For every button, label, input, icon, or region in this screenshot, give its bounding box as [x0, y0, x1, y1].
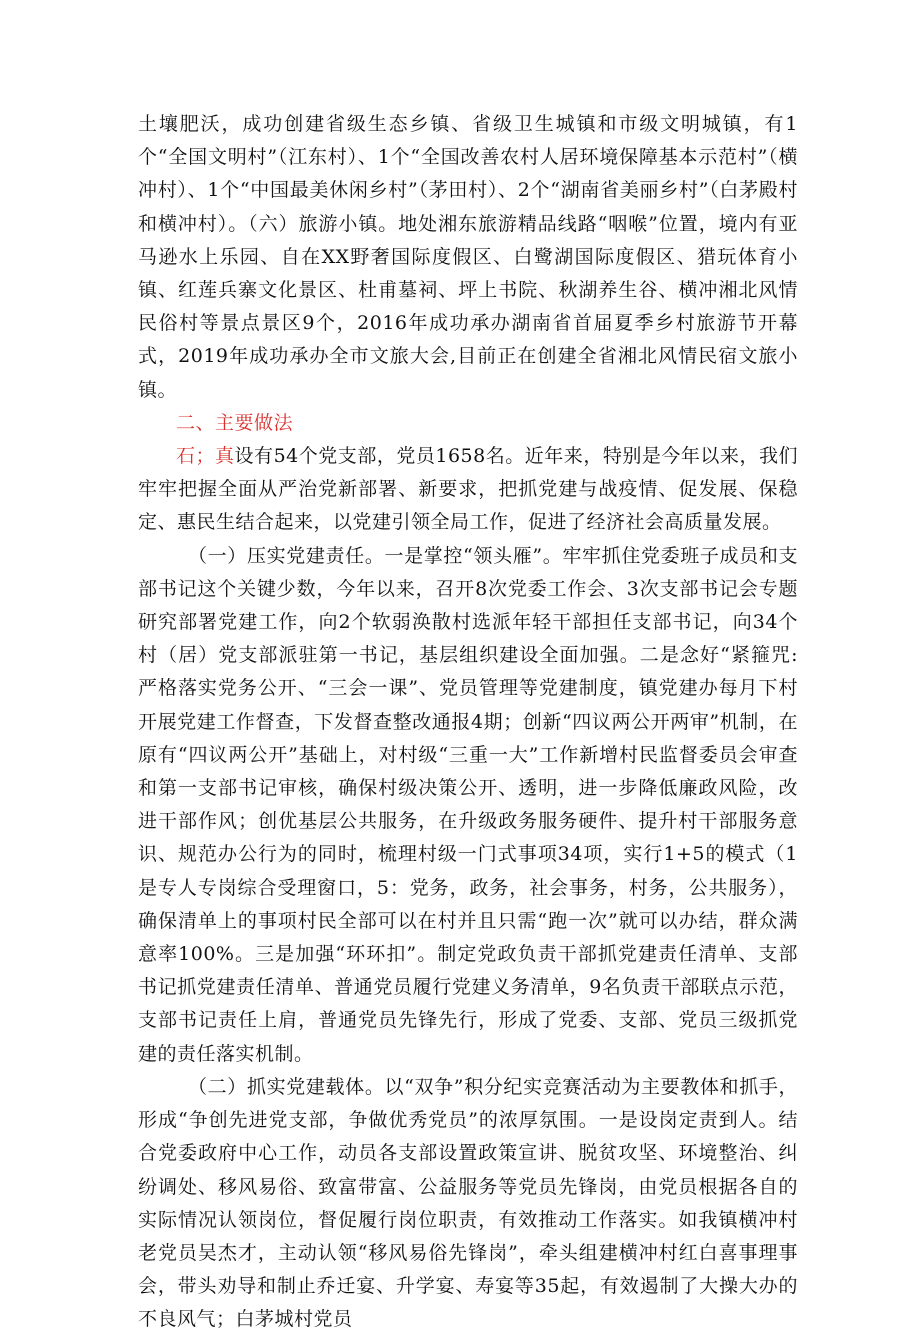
- section-heading-main-practices: 二、主要做法: [176, 411, 294, 434]
- paragraph-intro: [138, 440, 798, 540]
- paragraph-section-2: （二）抓实党建载体。以“双争”积分纪实竞赛活动为主要教体和抓手，形成“争创先进党支部，争做优秀党员”的浓厚氛围。一是设岗定责到人。结合党委政府中心工作，动员各支部设置政策宣讲、脱贫攻坚、环境整治、纠纷调处、移风易俗、致富带富、公益服务等党员先锋岗，由党员根据各自的实际情况认领岗位，督促履行岗位职责，有效推动工作落实。如我镇横冲村老党员吴杰才，主动认领“移风易俗先锋岗”，牵头组建横冲村红白喜事理事会，带头劝导和制止乔迁宴、升学宴、寿宴等35起，有效遏制了大操大办的不良风气；白茅城村党员: [138, 1075, 798, 1331]
- intro-rest-text: 设有54个党支部，党员1658名。近年来，特别是今年以来，我们牢牢把握全面从严治党新部署、新要求，把抓党建与战疫情、促发展、保稳定、惠民生结合起来，以党建引领全局工作，促进了经济社会高质量发展。: [138, 445, 798, 534]
- paragraph-section-1: （一）压实党建责任。一是掌控“领头雁”。牢牢抓住党委班子成员和支部书记这个关键少数，今年以来，召开8次党委工作会、3次支部书记会专题研究部署党建工作，向2个软弱涣散村选派年轻干部担任支部书记，向34个村（居）党支部派驻第一书记，基层组织建设全面加强。二是念好“紧箍咒:严格落实党务公开、“三会一课”、党员管理等党建制度，镇党建办每月下村开展党建工作督查，下发督查整改通报4期；创新“四议两公开两审”机制，在原有“四议两公开”基础上，对村级“三重一大”工作新增村民监督委员会审查和第一支部书记审核，确保村级决策公开、透明，进一步降低廉政风险，改进干部作风；创优基层公共服务，在升级政务服务硬件、提升村干部服务意识、规范办公行为的同时，梳理村级一门式事项34项，实行1+5的模式（1是专人专岗综合受理窗口，5：党务，政务，社会事务，村务，公共服务），确保清单上的事项村民全部可以在村并且只需“跑一次”就可以办结，群众满意率100%。三是加强“环环扣”。制定党政负责干部抓党建责任清单、支部书记抓党建责任清单、普通党员履行党建义务清单，9名负责干部联点示范，支部书记责任上肩，普通党员先锋先行，形成了党委、支部、党员三级抓党建的责任落实机制。: [138, 544, 798, 1065]
- document-body: [138, 108, 798, 1337]
- intro-lead-text: 石；真: [176, 445, 235, 468]
- paragraph-township-overview: 土壤肥沃，成功创建省级生态乡镇、省级卫生城镇和市级文明城镇，有1个“全国文明村”（江东村）、1个“全国改善农村人居环境保障基本示范村”（横冲村）、1个“中国最美休闲乡村”（茅田村）、2个“湖南省美丽乡村”（白茅殿村和横冲村）。（六）旅游小镇。地处湘东旅游精品线路“咽喉”位置，境内有亚马逊水上乐园、自在XX野奢国际度假区、白鹭湖国际度假区、猎玩体育小镇、红莲兵寨文化景区、杜甫墓祠、坪上书院、秋湖养生谷、横冲湘北风情民俗村等景点景区9个，2016年成功承办湖南省首届夏季乡村旅游节开幕式，2019年成功承办全市文旅大会,目前正在创建全省湘北风情民宿文旅小镇。: [138, 113, 798, 401]
